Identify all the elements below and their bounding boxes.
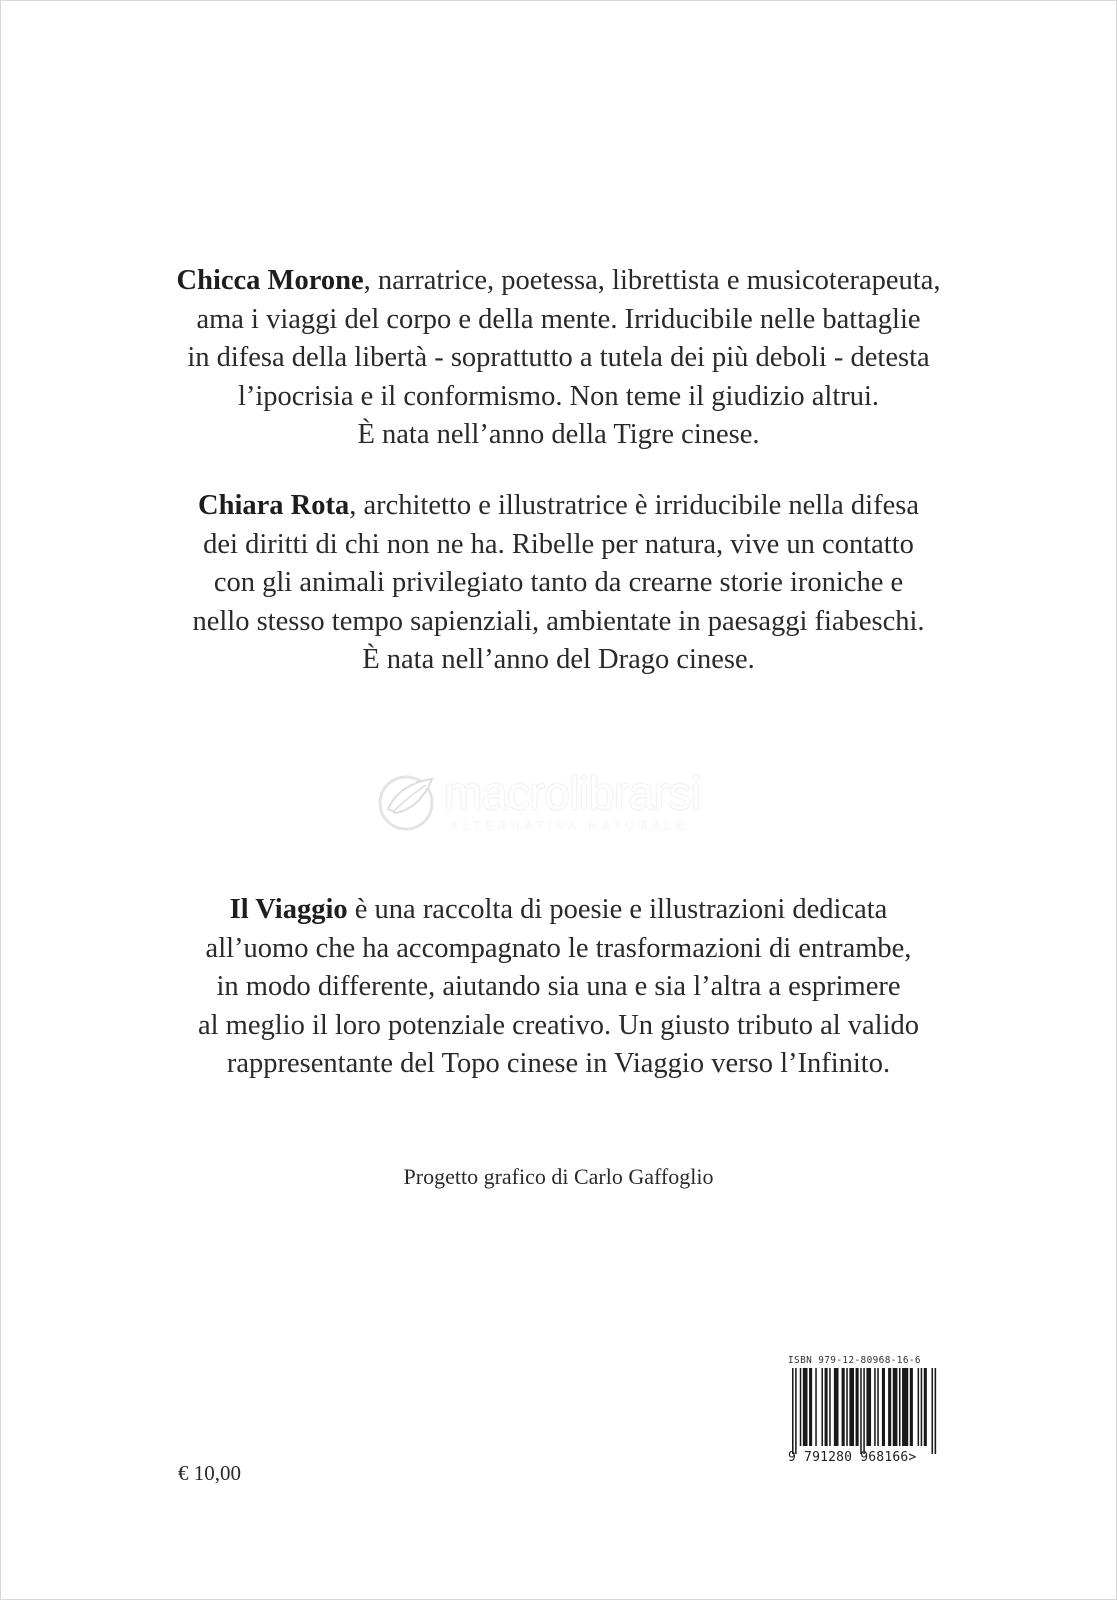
barcode-bar: [899, 1368, 901, 1446]
publisher-watermark: [370, 765, 770, 845]
quiet-zone-marker: >: [908, 1450, 917, 1465]
design-credit: Progetto grafico di Carlo Gaffoglio: [403, 1164, 714, 1189]
barcode-bar: [856, 1368, 859, 1446]
leaf-swirl-logo-icon: [370, 765, 440, 835]
price-label: € 10,00: [178, 1461, 241, 1485]
barcode-bar: [924, 1368, 927, 1446]
barcode-bar: [803, 1368, 808, 1446]
barcode-bar: [829, 1368, 831, 1446]
book-description: [0, 891, 1117, 1084]
description-line: in modo differente, aiutando sia una e sia l’altra a esprimere: [216, 971, 901, 1003]
barcode-bar: [825, 1368, 828, 1446]
bio-line: È nata nell’anno della Tigre cinese.: [357, 419, 760, 451]
isbn-barcode: [788, 1355, 946, 1465]
bio-line: Chicca Morone, narratrice, poetessa, librettista e musicoterapeuta,: [176, 265, 941, 296]
barcode-bar: [932, 1368, 934, 1454]
bio-line: dei diritti di chi non ne ha. Ribelle per natura, vive un contatto: [203, 528, 914, 560]
description-line: rappresentante del Topo cinese in Viaggio verso l’Infinito.: [226, 1048, 891, 1080]
barcode-bar: [821, 1368, 823, 1446]
barcode-bar: [893, 1368, 898, 1446]
barcode-bar: [792, 1368, 794, 1454]
illustrator-name: Chiara Rota: [198, 490, 350, 521]
bio-line: nello stesso tempo sapienziali, ambientate in paesaggi fiabeschi.: [192, 605, 925, 637]
bio-line: l’ipocrisia e il conformismo. Non teme il giudizio altrui.: [237, 380, 880, 412]
barcode-bar: [846, 1368, 848, 1446]
barcode-bar: [882, 1368, 885, 1446]
bio-line: con gli animali privilegiato tanto da crearne storie ironiche e: [213, 567, 904, 599]
isbn-number: ISBN 979-12-80968-16-6: [788, 1355, 921, 1366]
barcode-bar: [815, 1368, 817, 1446]
barcode-bar: [863, 1368, 865, 1454]
description-line: al meglio il loro potenziale creativo. Un giusto tributo al valido: [197, 1009, 920, 1041]
illustrator-bio-rota: [0, 487, 1117, 680]
watermark-tagline: ALTERNATIVA NATURALE: [450, 821, 690, 833]
bio-line: È nata nell’anno del Drago cinese.: [362, 644, 755, 676]
barcode-bars: [788, 1368, 944, 1454]
barcode-bar: [849, 1368, 854, 1446]
barcode-bar: [809, 1368, 812, 1446]
barcode-bar: [866, 1368, 871, 1446]
barcode-bar: [888, 1368, 891, 1446]
barcode-bar: [874, 1368, 876, 1446]
barcode-bar: [910, 1368, 913, 1446]
watermark-brand: macrolibrarsi: [444, 767, 701, 819]
barcode-bar: [935, 1368, 937, 1454]
ean-digits: 9 791280 968166: [788, 1450, 909, 1465]
barcode-bar: [800, 1368, 802, 1446]
ean-digits-row: [788, 1451, 946, 1465]
description-line: all’uomo che ha accompagnato le trasformazioni di entrambe,: [205, 932, 912, 964]
barcode-bar: [877, 1368, 879, 1446]
bio-line: ama i viaggi del corpo e della mente. Irriducibile nelle battaglie: [196, 303, 921, 335]
author-name: Chicca Morone: [176, 265, 364, 296]
barcode-bar: [842, 1368, 845, 1446]
bio-line: Chiara Rota, architetto e illustratrice è irriducibile nella difesa: [198, 490, 919, 521]
barcode-bar: [860, 1368, 862, 1454]
barcode-bar: [902, 1368, 908, 1446]
barcode-bar: [834, 1368, 839, 1446]
book-title: Il Viaggio: [229, 894, 348, 925]
author-bio-morone: [0, 262, 1117, 455]
bio-line: in difesa della libertà - soprattutto a tutela dei più deboli - detesta: [187, 342, 930, 374]
description-line: Il Viaggio è una raccolta di poesie e illustrazioni dedicata: [229, 894, 888, 925]
barcode-bar: [918, 1368, 920, 1446]
barcode-bar: [795, 1368, 797, 1454]
barcode-bar: [921, 1368, 923, 1446]
